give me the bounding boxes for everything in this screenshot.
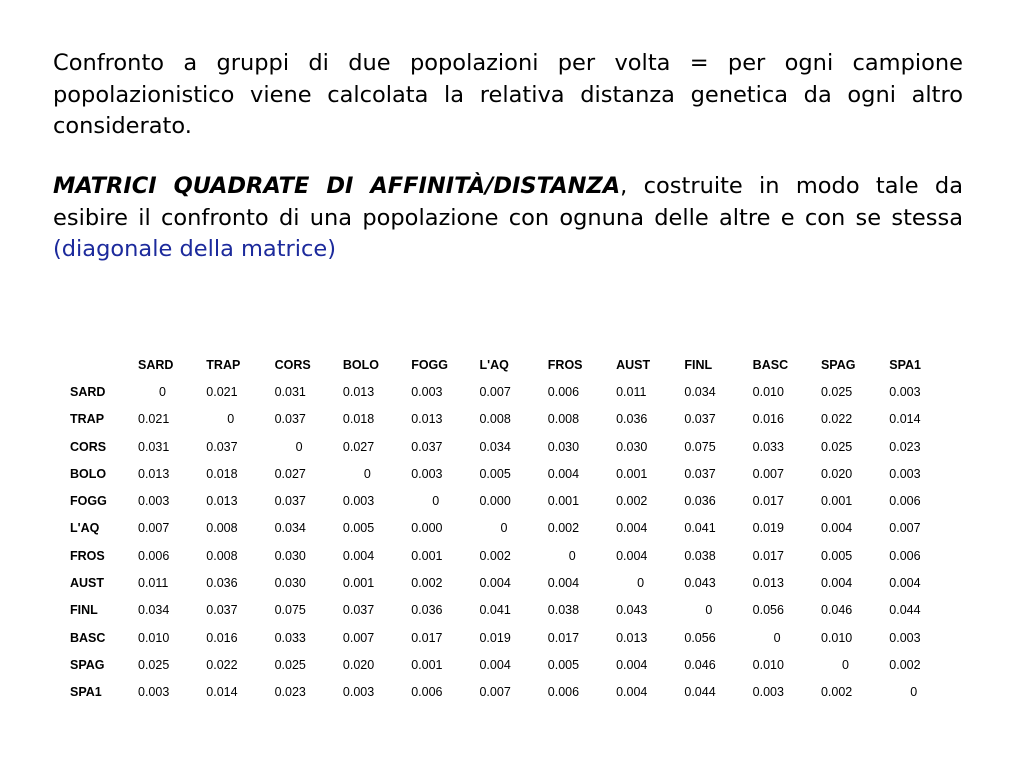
- matrix-cell: 0.025: [138, 657, 170, 672]
- matrix-cell: 0.007: [479, 685, 511, 700]
- matrix-cell: 0.022: [820, 412, 853, 427]
- matrix-cell: 0.025: [820, 439, 853, 454]
- matrix-cell: 0.044: [684, 685, 716, 700]
- matrix-cell: 0.004: [479, 657, 511, 672]
- matrix-cell: 0.004: [616, 548, 648, 563]
- matrix-cell: 0.003: [342, 494, 375, 509]
- matrix-cell: 0.019: [752, 521, 784, 536]
- matrix-diagonal-cell: 0: [841, 657, 849, 672]
- matrix-cell: 0.011: [616, 384, 647, 399]
- matrix-cell: 0.004: [616, 521, 648, 536]
- matrix-cell: 0.037: [684, 412, 716, 427]
- matrix-cell: 0.004: [547, 576, 580, 591]
- matrix-cell: 0.017: [752, 494, 784, 509]
- matrix-column-header: BOLO: [342, 357, 379, 372]
- matrix-cell: 0.005: [547, 657, 580, 672]
- matrix-cell: 0.013: [411, 412, 443, 427]
- matrix-cell: 0.006: [138, 548, 170, 563]
- matrix-cell: 0.036: [411, 603, 443, 618]
- matrix-cell: 0.037: [411, 439, 443, 454]
- matrix-cell: 0.075: [274, 603, 306, 618]
- matrix-cell: 0.034: [274, 521, 306, 536]
- distance-matrix-table: [64, 351, 958, 706]
- matrix-cell: 0.001: [616, 466, 648, 481]
- matrix-row-header: CORS: [70, 439, 107, 454]
- matrix-cell: 0.041: [684, 521, 716, 536]
- matrix-cell: 0.030: [547, 439, 580, 454]
- matrix-cell: 0.034: [479, 439, 511, 454]
- matrix-cell: 0.027: [274, 466, 306, 481]
- matrix-cell: 0.023: [274, 685, 306, 700]
- matrix-cell: 0.034: [684, 384, 716, 399]
- matrix-cell: 0.038: [547, 603, 580, 618]
- matrix-row: [64, 542, 958, 569]
- matrix-row-header: SPAG: [70, 657, 105, 672]
- matrix-diagonal-cell: 0: [705, 603, 713, 618]
- matrix-diagonal-cell: 0: [227, 412, 235, 427]
- matrix-cell: 0.013: [752, 576, 784, 591]
- matrix-cell: 0.006: [547, 685, 580, 700]
- matrix-cell: 0.002: [889, 657, 921, 672]
- matrix-cell: 0.030: [616, 439, 648, 454]
- matrix-cell: 0.002: [820, 685, 853, 700]
- matrix-cell: 0.031: [138, 439, 170, 454]
- matrix-column-header: L'AQ: [479, 357, 509, 372]
- matrix-row: [64, 433, 958, 460]
- intro-paragraph: Confronto a gruppi di due popolazioni per volta = per ogni campione popolazionistico viene calcolata la relativa distanza genetica da ogni altro considerato.: [53, 50, 963, 139]
- matrix-cell: 0.030: [274, 548, 306, 563]
- matrix-row-header: SPA1: [70, 685, 102, 700]
- matrix-cell: 0.005: [820, 548, 853, 563]
- matrix-cell: 0.013: [206, 494, 238, 509]
- matrix-cell: 0.038: [684, 548, 716, 563]
- matrix-diagonal-cell: 0: [568, 548, 576, 563]
- matrix-column-header: FOGG: [411, 357, 448, 372]
- matrix-diagonal-cell: 0: [500, 521, 508, 536]
- matrix-cell: 0.021: [138, 412, 170, 427]
- matrix-cell: 0.001: [411, 548, 443, 563]
- matrix-row-header: FOGG: [70, 494, 107, 509]
- matrix-diagonal-cell: 0: [773, 630, 781, 645]
- matrix-column-header: TRAP: [206, 357, 241, 372]
- matrix-cell: 0.056: [752, 603, 784, 618]
- matrix-cell: 0.007: [342, 630, 375, 645]
- matrix-cell: 0.031: [274, 384, 306, 399]
- matrix-cell: 0.004: [820, 521, 853, 536]
- matrix-cell: 0.013: [616, 630, 648, 645]
- matrix-cell: 0.013: [342, 384, 375, 399]
- matrix-cell: 0.018: [206, 466, 238, 481]
- matrix-cell: 0.016: [752, 412, 784, 427]
- matrix-row-header: L'AQ: [70, 521, 100, 536]
- matrix-column-header: AUST: [616, 357, 651, 372]
- matrix-column-header: SPAG: [820, 357, 856, 372]
- matrix-cell: 0.037: [342, 603, 375, 618]
- matrix-header-row: [64, 351, 958, 378]
- matrix-cell: 0.033: [274, 630, 306, 645]
- diagonal-note: (diagonale della matrice): [53, 236, 337, 262]
- matrix-cell: 0.004: [547, 466, 580, 481]
- matrix-cell: 0.002: [411, 576, 443, 591]
- matrix-cell: 0.008: [206, 521, 238, 536]
- matrix-cell: 0.002: [616, 494, 648, 509]
- matrix-cell: 0.075: [684, 439, 716, 454]
- matrix-row-header: FROS: [70, 548, 105, 563]
- matrix-column-header: FROS: [547, 357, 583, 372]
- matrix-row: [64, 460, 958, 487]
- matrix-cell: 0.017: [752, 548, 784, 563]
- matrix-cell: 0.007: [138, 521, 170, 536]
- matrix-cell: 0.020: [342, 657, 375, 672]
- matrix-cell: 0.004: [479, 576, 511, 591]
- matrix-cell: 0.043: [616, 603, 648, 618]
- matrix-cell: 0.004: [616, 685, 648, 700]
- matrix-cell: 0.008: [547, 412, 580, 427]
- matrix-cell: 0.008: [206, 548, 238, 563]
- matrix-diagonal-cell: 0: [295, 439, 303, 454]
- matrix-cell: 0.030: [274, 576, 306, 591]
- definition-paragraph: [53, 171, 963, 266]
- matrix-row-header: TRAP: [70, 412, 105, 427]
- matrix-cell: 0.003: [889, 466, 921, 481]
- matrix-cell: 0.019: [479, 630, 511, 645]
- matrix-cell: 0.014: [206, 685, 238, 700]
- matrix-cell: 0.037: [274, 412, 306, 427]
- matrix-cell: 0.025: [820, 384, 853, 399]
- matrix-cell: 0.037: [206, 439, 238, 454]
- matrix-column-header: SPA1: [889, 357, 921, 372]
- matrix-row: [64, 378, 958, 405]
- matrix-cell: 0.021: [206, 384, 238, 399]
- matrix-cell: 0.003: [411, 466, 443, 481]
- matrix-cell: 0.034: [138, 603, 170, 618]
- matrix-cell: 0.037: [274, 494, 306, 509]
- matrix-cell: 0.025: [274, 657, 306, 672]
- matrix-cell: 0.003: [411, 384, 443, 399]
- matrix-cell: 0.007: [889, 521, 921, 536]
- matrix-cell: 0.006: [889, 494, 921, 509]
- matrix-cell: 0.001: [547, 494, 580, 509]
- matrix-row: [64, 515, 958, 542]
- matrix-cell: 0.020: [820, 466, 853, 481]
- matrix-row: [64, 597, 958, 624]
- matrix-cell: 0.003: [138, 685, 170, 700]
- matrix-cell: 0.033: [752, 439, 784, 454]
- matrix-cell: 0.036: [684, 494, 716, 509]
- matrix-row-header: BOLO: [70, 466, 107, 481]
- matrix-diagonal-cell: 0: [363, 466, 371, 481]
- matrix-cell: 0.003: [752, 685, 784, 700]
- matrix-cell: 0.036: [206, 576, 238, 591]
- matrix-cell: 0.010: [138, 630, 170, 645]
- matrix-cell: 0.056: [684, 630, 716, 645]
- matrix-row-header: SARD: [70, 384, 106, 399]
- matrix-cell: 0.005: [342, 521, 375, 536]
- matrix-row: [64, 651, 958, 678]
- matrix-cell: 0.023: [889, 439, 921, 454]
- matrix-cell: 0.037: [684, 466, 716, 481]
- matrix-row: [64, 624, 958, 651]
- matrix-cell: 0.017: [411, 630, 443, 645]
- matrix-cell: 0.016: [206, 630, 238, 645]
- matrix-cell: 0.005: [479, 466, 511, 481]
- matrix-cell: 0.000: [411, 521, 443, 536]
- matrix-cell: 0.003: [889, 384, 921, 399]
- matrix-cell: 0.006: [411, 685, 443, 700]
- matrix-cell: 0.004: [889, 576, 921, 591]
- matrix-cell: 0.001: [342, 576, 375, 591]
- matrix-cell: 0.004: [820, 576, 853, 591]
- matrix-title: MATRICI QUADRATE DI AFFINITÀ/DISTANZA: [53, 173, 621, 199]
- matrix-cell: 0.027: [342, 439, 375, 454]
- matrix-cell: 0.002: [479, 548, 511, 563]
- matrix-cell: 0.017: [547, 630, 580, 645]
- matrix-diagonal-cell: 0: [637, 576, 645, 591]
- matrix-row: [64, 679, 958, 706]
- matrix-cell: 0.001: [411, 657, 443, 672]
- matrix-cell: 0.003: [138, 494, 170, 509]
- matrix-cell: 0.006: [547, 384, 580, 399]
- matrix-corner-cell: [64, 351, 138, 378]
- matrix-cell: 0.041: [479, 603, 511, 618]
- matrix-cell: 0.010: [752, 657, 784, 672]
- matrix-cell: 0.003: [889, 630, 921, 645]
- matrix-cell: 0.000: [479, 494, 511, 509]
- definition-text: , costruite in modo tale da esibire il confronto di una popolazione con ognuna delle altre e con se stessa: [53, 173, 963, 231]
- matrix-cell: 0.004: [342, 548, 375, 563]
- matrix-cell: 0.010: [820, 630, 853, 645]
- matrix-cell: 0.044: [889, 603, 921, 618]
- matrix-row: [64, 569, 958, 596]
- matrix-column-header: SARD: [138, 357, 174, 372]
- matrix-cell: 0.007: [752, 466, 784, 481]
- matrix-cell: 0.022: [206, 657, 238, 672]
- matrix-cell: 0.014: [889, 412, 921, 427]
- matrix-row: [64, 487, 958, 514]
- matrix-body: [64, 378, 958, 706]
- matrix-cell: 0.003: [342, 685, 375, 700]
- matrix-cell: 0.006: [889, 548, 921, 563]
- matrix-column-header: FINL: [684, 357, 713, 372]
- matrix-cell: 0.043: [684, 576, 716, 591]
- matrix-row-header: FINL: [70, 603, 98, 618]
- matrix-column-header: BASC: [752, 357, 789, 372]
- matrix-column-header: CORS: [274, 357, 311, 372]
- matrix-cell: 0.008: [479, 412, 511, 427]
- matrix-cell: 0.046: [684, 657, 716, 672]
- matrix-diagonal-cell: 0: [159, 384, 166, 399]
- matrix-row-header: AUST: [70, 576, 105, 591]
- matrix-cell: 0.004: [616, 657, 648, 672]
- matrix-row-header: BASC: [70, 630, 106, 645]
- matrix-diagonal-cell: 0: [432, 494, 440, 509]
- matrix-cell: 0.001: [820, 494, 853, 509]
- matrix-cell: 0.046: [820, 603, 853, 618]
- matrix-cell: 0.011: [138, 576, 169, 591]
- matrix-cell: 0.036: [616, 412, 648, 427]
- matrix-cell: 0.007: [479, 384, 511, 399]
- matrix-row: [64, 406, 958, 433]
- matrix-cell: 0.037: [206, 603, 238, 618]
- matrix-cell: 0.018: [342, 412, 375, 427]
- matrix-cell: 0.010: [752, 384, 784, 399]
- matrix-cell: 0.002: [547, 521, 580, 536]
- matrix-cell: 0.013: [138, 466, 170, 481]
- matrix-diagonal-cell: 0: [910, 685, 918, 700]
